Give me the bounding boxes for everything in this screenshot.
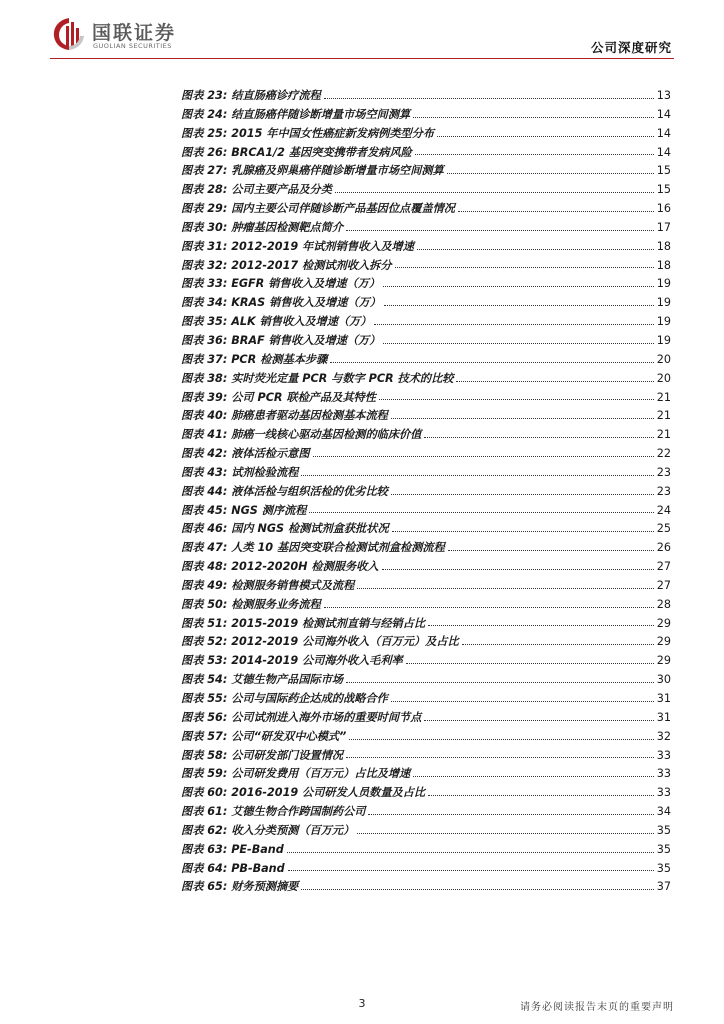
toc-entry-title: 检测服务销售模式及流程: [231, 578, 355, 592]
toc-entry[interactable]: [181, 502, 671, 521]
toc-entry-title: 2012-2017 检测试剂收入拆分: [231, 258, 392, 272]
toc-dot-leader: [448, 549, 654, 551]
toc-entry-label: 图表 27:: [181, 164, 228, 178]
toc-entry-page: 33: [656, 786, 671, 800]
toc-entry[interactable]: [181, 803, 671, 822]
toc-entry-page: 16: [656, 202, 671, 216]
toc-entry-label: 图表 55:: [181, 692, 228, 705]
toc-entry-label: 图表 38:: [181, 371, 228, 385]
toc-dot-leader: [428, 794, 654, 796]
toc-entry-label: 图表 43:: [181, 465, 228, 479]
toc-dot-leader: [391, 493, 654, 495]
toc-entry-label: 图表 56:: [181, 710, 228, 724]
toc-dot-leader: [392, 530, 654, 532]
page-header: [0, 0, 724, 62]
toc-entry-page: 14: [656, 107, 671, 121]
toc-entry-title: ALK 销售收入及增速（万）: [231, 315, 372, 329]
toc-entry-title: 公司研发部门设置情况: [231, 748, 344, 762]
toc-entry-title: 人类 10 基因突变联合检测试剂盒检测流程: [231, 541, 445, 555]
toc-dot-leader: [288, 869, 654, 871]
toc-entry-label: 图表 49:: [181, 578, 228, 592]
toc-entry-title: 艾德生物产品国际市场: [231, 673, 344, 687]
toc-dot-leader: [301, 474, 653, 476]
toc-dot-leader: [406, 662, 654, 664]
toc-dot-leader: [330, 361, 653, 363]
toc-entry-title: 艾德生物合作跨国制药公司: [231, 805, 366, 819]
toc-entry-label: 图表 29:: [181, 202, 228, 216]
toc-dot-leader: [346, 756, 654, 758]
toc-entry-label: 图表 23:: [181, 89, 228, 102]
toc-entry-label: 图表 24:: [181, 107, 228, 121]
toc-entry-title: 结直肠癌诊疗流程: [231, 89, 321, 102]
toc-entry-label: 图表 36:: [181, 333, 228, 347]
toc-entry[interactable]: [181, 332, 671, 351]
toc-entry-label: 图表 48:: [181, 560, 228, 574]
logo-chinese-name: 国联证券: [92, 22, 177, 44]
toc-entry-page: 27: [656, 578, 671, 592]
toc-entry-page: 29: [656, 635, 671, 649]
toc-entry-title: 2014-2019 公司海外收入毛利率: [231, 654, 403, 668]
toc-entry-page: 28: [656, 597, 671, 611]
toc-entry-label: 图表 53:: [181, 654, 228, 668]
toc-dot-leader: [349, 738, 653, 740]
toc-entry[interactable]: [181, 690, 671, 709]
toc-entry-title: BRAF 销售收入及增速（万）: [231, 333, 381, 347]
toc-entry-title: 公司“研发双中心模式”: [231, 729, 347, 743]
toc-entry-label: 图表 37:: [181, 352, 228, 366]
toc-entry-title: 结直肠癌伴随诊断增量市场空间测算: [231, 107, 411, 121]
toc-entry-page: 20: [656, 371, 671, 385]
toc-entry-page: 32: [656, 729, 671, 743]
toc-entry[interactable]: [181, 162, 671, 181]
toc-entry-title: 收入分类预测（百万元）: [231, 823, 355, 837]
toc-dot-leader: [413, 116, 654, 118]
toc-entry-page: 19: [656, 333, 671, 347]
toc-entry-page: 33: [656, 748, 671, 762]
toc-entry[interactable]: [181, 294, 671, 313]
toc-dot-leader: [383, 285, 654, 287]
toc-dot-leader: [458, 210, 654, 212]
toc-entry[interactable]: [181, 257, 671, 276]
toc-dot-leader: [346, 229, 654, 231]
report-type-title: 公司深度研究: [590, 40, 672, 55]
toc-entry[interactable]: [181, 106, 671, 125]
toc-entry-label: 图表 42:: [181, 447, 228, 461]
toc-entry-label: 图表 59:: [181, 767, 228, 781]
toc-entry-title: 检测服务业务流程: [231, 597, 321, 611]
toc-entry[interactable]: [181, 539, 671, 558]
header-divider: [50, 58, 674, 59]
toc-entry-page: 25: [656, 522, 671, 536]
guolian-logo-mark-icon: [50, 16, 88, 52]
toc-entry-title: 2012-2019 公司海外收入（百万元）及占比: [231, 635, 459, 649]
toc-entry-title: 国内 NGS 检测试剂盒获批状况: [231, 522, 389, 536]
toc-dot-leader: [301, 888, 653, 890]
toc-entry-page: 19: [656, 315, 671, 329]
toc-entry[interactable]: [181, 181, 671, 200]
toc-entry-page: 23: [656, 465, 671, 479]
toc-entry-title: 2016-2019 公司研发人员数量及占比: [231, 786, 426, 800]
page-number: 3: [358, 997, 366, 1010]
toc-entry[interactable]: [181, 652, 671, 671]
toc-entry-label: 图表 65:: [181, 880, 228, 894]
toc-entry-label: 图表 45:: [181, 503, 228, 517]
toc-entry-label: 图表 44:: [181, 484, 228, 498]
toc-dot-leader: [384, 304, 654, 306]
toc-entry[interactable]: [181, 747, 671, 766]
disclaimer-note: 请务必阅读报告末页的重要声明: [520, 1002, 674, 1013]
toc-entry-page: 31: [656, 692, 671, 705]
toc-entry-label: 图表 28:: [181, 183, 228, 197]
toc-entry-title: 公司试剂进入海外市场的重要时间节点: [231, 710, 422, 724]
toc-entry[interactable]: [181, 728, 671, 747]
toc-entry-title: KRAS 销售收入及增速（万）: [231, 296, 381, 310]
toc-entry-label: 图表 32:: [181, 258, 228, 272]
toc-entry-page: 35: [656, 823, 671, 837]
toc-entry[interactable]: [181, 407, 671, 426]
toc-entry-title: 公司 PCR 联检产品及其特性: [231, 390, 376, 404]
toc-entry-page: 29: [656, 654, 671, 668]
toc-entry-label: 图表 50:: [181, 597, 228, 611]
toc-entry-title: 2012-2020H 检测服务收入: [231, 560, 379, 574]
toc-entry-page: 29: [656, 616, 671, 630]
logo-english-name: GUOLIAN SECURITIES: [93, 42, 172, 50]
toc-entry-label: 图表 57:: [181, 729, 228, 743]
toc-entry-label: 图表 41:: [181, 428, 228, 442]
toc-entry[interactable]: [181, 351, 671, 370]
toc-entry-page: 20: [656, 352, 671, 366]
toc-entry-page: 18: [656, 258, 671, 272]
toc-entry-label: 图表 63:: [181, 842, 228, 856]
toc-entry-label: 图表 60:: [181, 786, 228, 800]
toc-entry-page: 35: [656, 861, 671, 875]
toc-entry-title: NGS 测序流程: [231, 503, 307, 517]
toc-entry-title: 公司研发费用（百万元）占比及增速: [231, 767, 411, 781]
toc-entry-label: 图表 40:: [181, 409, 228, 423]
toc-entry-title: 财务预测摘要: [231, 880, 299, 894]
toc-entry-page: 21: [656, 390, 671, 404]
toc-entry-page: 19: [656, 296, 671, 310]
toc-entry[interactable]: [181, 633, 671, 652]
toc-entry[interactable]: [181, 464, 671, 483]
toc-entry-title: 2015-2019 检测试剂直销与经销占比: [231, 616, 426, 630]
toc-entry-page: 26: [656, 541, 671, 555]
toc-dot-leader: [415, 153, 654, 155]
toc-entry[interactable]: [181, 200, 671, 219]
toc-entry-page: 33: [656, 767, 671, 781]
toc-dot-leader: [335, 191, 654, 193]
toc-entry[interactable]: [181, 709, 671, 728]
toc-entry-title: 2015 年中国女性癌症新发病例类型分布: [231, 126, 435, 140]
toc-entry[interactable]: [181, 275, 671, 294]
toc-entry-label: 图表 47:: [181, 541, 228, 555]
toc-entry-page: 14: [656, 145, 671, 159]
toc-entry[interactable]: [181, 144, 671, 163]
toc-entry-label: 图表 33:: [181, 277, 228, 291]
toc-entry-page: 15: [656, 183, 671, 197]
toc-dot-leader: [324, 606, 654, 608]
toc-dot-leader: [346, 681, 654, 683]
toc-entry-title: 公司与国际药企达成的战略合作: [231, 692, 388, 705]
toc-entry-page: 31: [656, 710, 671, 724]
toc-entry-label: 图表 52:: [181, 635, 228, 649]
toc-entry[interactable]: [181, 860, 671, 879]
toc-entry[interactable]: [181, 784, 671, 803]
toc-dot-leader: [309, 511, 653, 513]
toc-dot-leader: [391, 700, 654, 702]
toc-entry-title: PE-Band: [231, 842, 284, 856]
toc-entry[interactable]: [181, 219, 671, 238]
toc-entry[interactable]: [181, 238, 671, 257]
toc-entry[interactable]: [181, 596, 671, 615]
toc-entry[interactable]: [181, 671, 671, 690]
toc-entry-title: BRCA1/2 基因突变携带者发病风险: [231, 145, 412, 159]
toc-entry-label: 图表 51:: [181, 616, 228, 630]
toc-dot-leader: [447, 172, 654, 174]
figure-table-of-contents: [181, 87, 671, 897]
toc-entry-title: 乳腺癌及卵巢癌伴随诊断增量市场空间测算: [231, 164, 444, 178]
toc-entry-page: 35: [656, 842, 671, 856]
toc-entry-page: 19: [656, 277, 671, 291]
toc-entry-title: 国内主要公司伴随诊断产品基因位点覆盖情况: [231, 202, 455, 216]
toc-entry-title: 肺癌一线核心驱动基因检测的临床价值: [231, 428, 422, 442]
toc-entry-label: 图表 61:: [181, 805, 228, 819]
toc-entry-label: 图表 26:: [181, 145, 228, 159]
toc-entry-label: 图表 25:: [181, 126, 228, 140]
toc-dot-leader: [428, 624, 654, 626]
toc-dot-leader: [456, 380, 653, 382]
toc-entry-title: 实时荧光定量 PCR 与数字 PCR 技术的比较: [231, 371, 454, 385]
toc-dot-leader: [417, 248, 654, 250]
toc-entry[interactable]: [181, 370, 671, 389]
guolian-logo: [50, 16, 190, 52]
toc-entry-title: 肿瘤基因检测靶点简介: [231, 220, 344, 234]
toc-entry-title: 肺癌患者驱动基因检测基本流程: [231, 409, 388, 423]
toc-entry-page: 21: [656, 428, 671, 442]
toc-entry-page: 24: [656, 503, 671, 517]
toc-entry[interactable]: [181, 426, 671, 445]
toc-entry-label: 图表 35:: [181, 315, 228, 329]
toc-dot-leader: [313, 455, 654, 457]
toc-dot-leader: [287, 851, 654, 853]
toc-entry-page: 22: [656, 447, 671, 461]
toc-entry-page: 17: [656, 220, 671, 234]
toc-entry-label: 图表 31:: [181, 239, 228, 253]
toc-entry[interactable]: [181, 389, 671, 408]
toc-entry-page: 13: [656, 89, 671, 102]
toc-entry-label: 图表 30:: [181, 220, 228, 234]
toc-entry-label: 图表 54:: [181, 673, 228, 687]
toc-entry-title: 液体活检与组织活检的优劣比较: [231, 484, 388, 498]
toc-entry-title: PB-Band: [231, 861, 285, 875]
toc-entry[interactable]: [181, 558, 671, 577]
toc-entry-label: 图表 34:: [181, 296, 228, 310]
toc-entry-label: 图表 46:: [181, 522, 228, 536]
toc-dot-leader: [374, 323, 653, 325]
toc-dot-leader: [379, 398, 654, 400]
toc-dot-leader: [462, 643, 654, 645]
toc-dot-leader: [357, 832, 653, 834]
toc-dot-leader: [424, 719, 653, 721]
toc-dot-leader: [424, 436, 653, 438]
toc-entry[interactable]: [181, 765, 671, 784]
toc-entry-title: 2012-2019 年试剂销售收入及增速: [231, 239, 414, 253]
toc-entry-title: EGFR 销售收入及增速（万）: [231, 277, 381, 291]
toc-entry-page: 21: [656, 409, 671, 423]
toc-entry-title: 液体活检示意图: [231, 447, 310, 461]
toc-entry[interactable]: [181, 841, 671, 860]
toc-entry-page: 18: [656, 239, 671, 253]
toc-entry[interactable]: [181, 125, 671, 144]
toc-entry-title: 公司主要产品及分类: [231, 183, 332, 197]
toc-entry-page: 15: [656, 164, 671, 178]
toc-dot-leader: [368, 813, 653, 815]
toc-dot-leader: [437, 135, 654, 137]
toc-entry[interactable]: [181, 313, 671, 332]
toc-dot-leader: [395, 266, 654, 268]
toc-entry-page: 37: [656, 880, 671, 894]
toc-entry-page: 34: [656, 805, 671, 819]
toc-dot-leader: [383, 342, 653, 344]
toc-entry-page: 23: [656, 484, 671, 498]
toc-entry-label: 图表 39:: [181, 390, 228, 404]
toc-entry-label: 图表 64:: [181, 861, 228, 875]
toc-entry-page: 27: [656, 560, 671, 574]
toc-entry[interactable]: [181, 822, 671, 841]
toc-dot-leader: [324, 97, 654, 99]
toc-entry[interactable]: [181, 577, 671, 596]
toc-dot-leader: [357, 587, 653, 589]
toc-entry[interactable]: [181, 520, 671, 539]
toc-entry[interactable]: [181, 615, 671, 634]
toc-entry-page: 14: [656, 126, 671, 140]
toc-entry[interactable]: [181, 483, 671, 502]
toc-dot-leader: [382, 568, 654, 570]
toc-entry[interactable]: [181, 878, 671, 897]
toc-entry[interactable]: [181, 87, 671, 106]
toc-entry-label: 图表 62:: [181, 823, 228, 837]
toc-entry-title: 试剂检验流程: [231, 465, 299, 479]
toc-dot-leader: [391, 417, 654, 419]
toc-entry-label: 图表 58:: [181, 748, 228, 762]
toc-entry-title: PCR 检测基本步骤: [231, 352, 328, 366]
toc-entry-page: 30: [656, 673, 671, 687]
toc-dot-leader: [413, 775, 654, 777]
toc-entry[interactable]: [181, 445, 671, 464]
